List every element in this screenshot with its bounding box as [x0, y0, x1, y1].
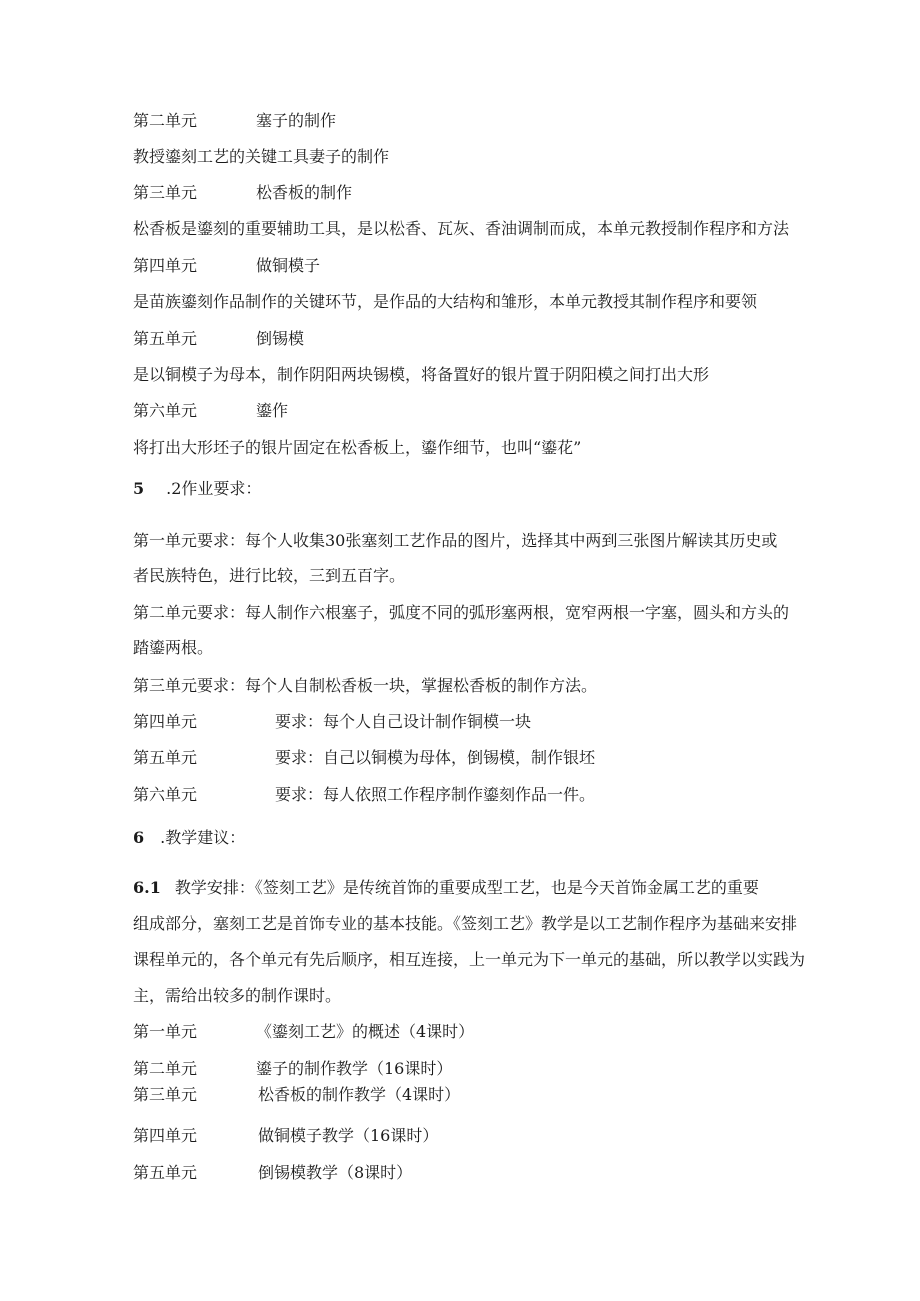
unit-6-label: 第六单元	[133, 401, 198, 420]
req-1-line-1: 第一单元要求：每个人收集30张塞刻工艺作品的图片，选择其中两到三张图片解读其历史或	[133, 531, 778, 550]
unit-5-label: 第五单元	[133, 329, 198, 348]
unit-2-label: 第二单元	[133, 111, 198, 130]
req-6-label: 第六单元	[133, 785, 198, 804]
schedule-5-label: 第五单元	[133, 1163, 198, 1182]
section-5-2-heading	[133, 479, 261, 499]
unit-5-title: 倒锡模	[256, 329, 305, 348]
section-6-1-text: 教学安排：《签刻工艺》是传统首饰的重要成型工艺，也是今天首饰金属工艺的重要	[174, 878, 759, 897]
section-5-2-title: .2作业要求：	[166, 479, 262, 498]
section-6-1-line-4: 主，需给出较多的制作课时。	[133, 986, 342, 1005]
schedule-4-label: 第四单元	[133, 1126, 198, 1145]
req-2-line-2: 踏鎏两根。	[133, 638, 214, 657]
unit-4-label: 第四单元	[133, 256, 198, 275]
req-4-text: 要求：每个人自己设计制作铜模一块	[275, 712, 532, 731]
section-6-1-line-1	[133, 878, 759, 898]
section-5-2-number: 5	[133, 479, 145, 498]
req-5-text: 要求：自己以铜模为母体，倒锡模，制作银坯	[275, 748, 596, 767]
req-1-line-2: 者民族特色，进行比较，三到五百字。	[133, 566, 406, 585]
unit-4-desc: 是苗族鎏刻作品制作的关键环节，是作品的大结构和雏形，本单元教授其制作程序和要领	[133, 292, 758, 311]
unit-3-title: 松香板的制作	[256, 183, 353, 202]
unit-6-title: 鎏作	[256, 401, 289, 420]
req-6-text: 要求：每人依照工作程序制作鎏刻作品一件。	[275, 785, 596, 804]
unit-4-title: 做铜模子	[256, 256, 321, 275]
unit-3-label: 第三单元	[133, 183, 198, 202]
unit-2-desc: 教授鎏刻工艺的关键工具妻子的制作	[133, 147, 390, 166]
req-2-line-1: 第二单元要求：每人制作六根塞子，弧度不同的弧形塞两根，宽窄两根一字塞，圆头和方头的	[133, 603, 790, 622]
schedule-4-text: 做铜模子教学（16课时）	[258, 1126, 439, 1145]
section-6-1-line-3: 课程单元的，各个单元有先后顺序，相互连接，上一单元为下一单元的基础，所以教学以实践为	[133, 950, 806, 969]
unit-3-desc: 松香板是鎏刻的重要辅助工具，是以松香、瓦灰、香油调制而成，本单元教授制作程序和方法	[133, 219, 790, 238]
section-6-title: .教学建议：	[160, 828, 246, 847]
schedule-1-label: 第一单元	[133, 1022, 198, 1041]
section-6-1-number: 6.1	[133, 878, 161, 897]
schedule-5-text: 倒锡模教学（8课时）	[258, 1163, 413, 1182]
unit-2-title: 塞子的制作	[256, 111, 337, 130]
section-6-heading	[133, 828, 245, 848]
unit-5-desc: 是以铜模子为母本，制作阴阳两块锡模，将备置好的银片置于阴阳模之间打出大形	[133, 365, 710, 384]
req-5-label: 第五单元	[133, 748, 198, 767]
section-6-number: 6	[133, 828, 145, 847]
schedule-1-text: 《鎏刻工艺》的概述（4课时）	[256, 1022, 475, 1041]
schedule-2-label: 第二单元	[133, 1059, 198, 1078]
schedule-3-label: 第三单元	[133, 1085, 198, 1104]
unit-6-desc: 将打出大形坯子的银片固定在松香板上，鎏作细节，也叫“鎏花”	[133, 438, 582, 457]
section-6-1-line-2: 组成部分，塞刻工艺是首饰专业的基本技能。《签刻工艺》教学是以工艺制作程序为基础来安排	[133, 914, 798, 933]
req-4-label: 第四单元	[133, 712, 198, 731]
schedule-3-text: 松香板的制作教学（4课时）	[258, 1085, 461, 1104]
req-3: 第三单元要求：每个人自制松香板一块，掌握松香板的制作方法。	[133, 676, 598, 695]
schedule-2-text: 鎏子的制作教学（16课时）	[256, 1059, 453, 1078]
